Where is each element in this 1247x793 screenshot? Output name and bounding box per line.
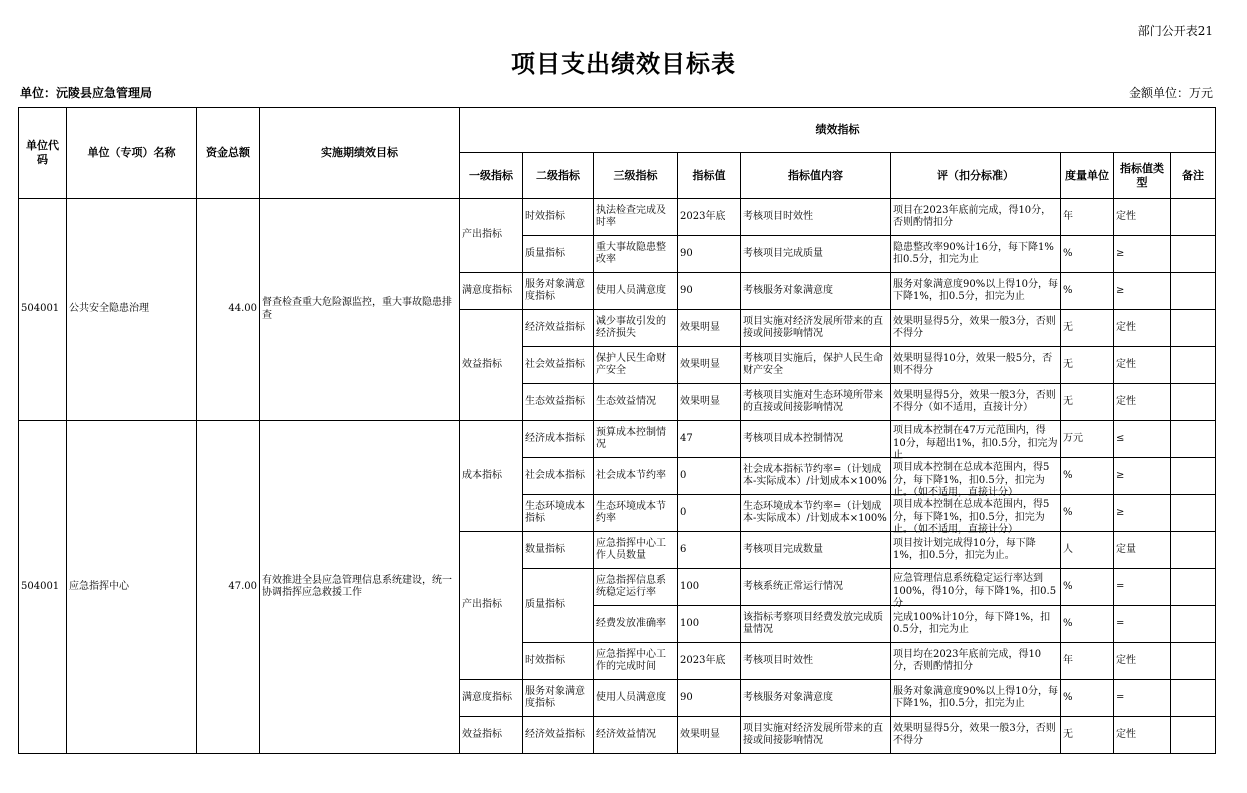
content-cell [741,495,891,532]
scoring-cell-text: 效果明显得5分，效果一般3分，否则不得分 [893,315,1056,339]
value-cell: 2023年底 [678,199,741,236]
scoring-cell-text: 效果明显得10分，效果一般5分，否则不得分 [893,352,1053,376]
header-level1: 一级指标 [460,153,523,199]
scoring-cell-text: 项目均在2023年底前完成，得10分，否则酌情扣分 [893,648,1042,672]
value-cell: 47 [678,421,741,458]
level2-cell-text: 社会成本指标 [525,469,585,481]
level2-cell [523,347,594,384]
header-unit-code: 单位代码 [19,108,67,199]
value-type-cell: 定性 [1114,310,1171,347]
scoring-cell-text: 项目成本控制在总成本范围内，得5分，每下降1%，扣0.5分，扣完为止。（如不适用，直接计分） [893,462,1050,498]
value-type-cell: 定性 [1114,384,1171,421]
level2-cell-text: 社会效益指标 [525,358,585,370]
value-type-cell: = [1114,680,1171,717]
content-cell-text: 考核系统正常运行情况 [743,580,843,592]
level3-cell-text: 执法检查完成及时率 [596,204,666,228]
scoring-cell [891,717,1061,754]
level1-cell: 产出指标 [460,532,523,680]
scoring-cell-text: 项目成本控制在总成本范围内，得5分，每下降1%，扣0.5分，扣完为止。（如不适用，直接计分） [893,499,1050,535]
table-body [19,199,1216,754]
measure-unit-cell: % [1061,606,1114,643]
content-cell [741,421,891,458]
scoring-cell-text: 应急管理信息系统稳定运行率达到100%，得10分，每下降1%，扣0.5分 [893,573,1057,609]
measure-unit-cell: 万元 [1061,421,1114,458]
level3-cell-text: 预算成本控制情况 [596,426,666,450]
value-cell: 0 [678,458,741,495]
level3-cell [594,310,678,347]
remarks-cell [1171,532,1216,569]
remarks-cell [1171,643,1216,680]
content-cell-text: 考核项目实施对生态环境所带来的直接或间接影响情况 [743,389,883,413]
scoring-cell [891,236,1061,273]
value-type-cell: ≥ [1114,458,1171,495]
level2-cell [523,273,594,310]
level2-cell [523,384,594,421]
scoring-cell-text: 隐患整改率90%计16分，每下降1%扣0.5分，扣完为止 [893,241,1054,265]
value-cell: 0 [678,495,741,532]
value-type-cell: = [1114,569,1171,606]
value-cell: 90 [678,680,741,717]
level1-cell: 效益指标 [460,717,523,754]
performance-table [18,107,1216,754]
remarks-cell [1171,236,1216,273]
level3-cell [594,717,678,754]
level1-cell: 满意度指标 [460,680,523,717]
scoring-cell [891,384,1061,421]
value-cell: 效果明显 [678,384,741,421]
content-cell-text: 考核服务对象满意度 [743,691,833,703]
level2-cell-text: 数量指标 [525,543,565,555]
content-cell [741,643,891,680]
measure-unit-cell: % [1061,273,1114,310]
level3-cell-text: 经费发放准确率 [596,617,666,629]
level2-cell-text: 生态环境成本指标 [525,500,585,524]
remarks-cell [1171,458,1216,495]
table-row [19,421,1216,458]
measure-unit-cell: 无 [1061,347,1114,384]
scoring-cell [891,569,1061,609]
level1-cell: 效益指标 [460,310,523,421]
level2-cell [523,643,594,680]
unit-code-cell: 504001 [19,421,67,754]
scoring-cell [891,532,1061,569]
level3-cell [594,199,678,236]
header-value: 指标值 [678,153,741,199]
content-cell-text: 考核项目时效性 [743,210,813,222]
content-cell [741,458,891,495]
level3-cell [594,495,678,532]
level1-cell: 成本指标 [460,421,523,532]
value-cell: 100 [678,606,741,643]
value-cell: 效果明显 [678,310,741,347]
content-cell-text: 该指标考察项目经费发放完成质量情况 [743,611,883,635]
level2-cell-text: 服务对象满意度指标 [525,685,585,709]
value-type-cell: ≤ [1114,421,1171,458]
scoring-cell [891,273,1061,310]
remarks-cell [1171,680,1216,717]
level2-cell [523,236,594,273]
scoring-cell [891,680,1061,717]
remarks-cell [1171,495,1216,532]
value-type-cell: 定性 [1114,643,1171,680]
scoring-cell-text: 项目按计划完成得10分，每下降1%，扣0.5分，扣完为止。 [893,537,1036,561]
scoring-cell [891,606,1061,643]
header-target: 实施期绩效目标 [260,108,460,199]
value-cell: 效果明显 [678,717,741,754]
level3-cell-text: 社会成本节约率 [596,469,666,481]
measure-unit-cell: % [1061,458,1114,495]
target-cell: 有效推进全县应急管理信息系统建设，统一协调指挥应急救援工作 [260,421,460,754]
content-cell-text: 考核项目成本控制情况 [743,432,843,444]
level3-cell-text: 重大事故隐患整改率 [596,241,666,265]
level3-cell-text: 应急指挥信息系统稳定运行率 [596,574,666,598]
level2-cell-text: 经济效益指标 [525,321,585,333]
level3-cell [594,458,678,495]
content-cell-text: 考核项目完成质量 [743,247,823,259]
measure-unit-cell: 年 [1061,643,1114,680]
header-remarks: 备注 [1171,153,1216,199]
scoring-cell [891,458,1061,498]
level2-cell [523,199,594,236]
remarks-cell [1171,421,1216,458]
content-cell [741,606,891,643]
scoring-cell-text: 服务对象满意度90%以上得10分，每下降1%，扣0.5分，扣完为止 [893,278,1058,302]
measure-unit-cell: 无 [1061,310,1114,347]
unit-code-cell: 504001 [19,199,67,421]
content-cell [741,532,891,569]
header-level2: 二级指标 [523,153,594,199]
level2-cell [523,310,594,347]
unit-name-cell: 公共安全隐患治理 [67,199,197,421]
level3-cell [594,532,678,569]
scoring-cell-text: 服务对象满意度90%以上得10分，每下降1%，扣0.5分，扣完为止 [893,685,1058,709]
table-row [19,199,1216,236]
header-value-type: 指标值类型 [1114,153,1171,199]
measure-unit-cell: 无 [1061,384,1114,421]
level2-cell [523,680,594,717]
content-cell-text: 考核项目时效性 [743,654,813,666]
content-cell [741,347,891,384]
value-type-cell: 定量 [1114,532,1171,569]
unit-label: 单位：沅陵县应急管理局 [20,86,153,100]
measure-unit-cell: 无 [1061,717,1114,754]
content-cell [741,384,891,421]
content-cell [741,236,891,273]
measure-unit-cell: 年 [1061,199,1114,236]
scoring-cell [891,643,1061,680]
header-total-funds: 资金总额 [197,108,260,199]
unit-name-cell: 应急指挥中心 [67,421,197,754]
remarks-cell [1171,199,1216,236]
amount-unit-label: 金额单位：万元 [1128,86,1213,100]
total-funds-cell: 44.00 [197,199,260,421]
level2-cell [523,458,594,495]
value-type-cell: ≥ [1114,273,1171,310]
page-title: 项目支出绩效目标表 [511,50,736,78]
level3-cell [594,273,678,310]
value-type-cell: 定性 [1114,717,1171,754]
level2-cell-text: 时效指标 [525,210,565,222]
level3-cell-text: 减少事故引发的经济损失 [596,315,666,339]
level2-cell [523,421,594,458]
level2-cell-text: 质量指标 [525,599,565,611]
measure-unit-cell: % [1061,680,1114,717]
header-scoring: 评（扣分标准） [891,153,1061,199]
content-cell-text: 社会成本指标节约率=（计划成本-实际成本）/计划成本×100% [743,463,887,487]
remarks-cell [1171,569,1216,606]
value-type-cell: ≥ [1114,236,1171,273]
value-cell: 6 [678,532,741,569]
level3-cell [594,421,678,458]
remarks-cell [1171,384,1216,421]
level3-cell [594,606,678,643]
value-cell: 2023年底 [678,643,741,680]
form-number: 部门公开表21 [1137,24,1213,38]
scoring-cell [891,310,1061,347]
total-funds-cell: 47.00 [197,421,260,754]
level1-cell: 满意度指标 [460,273,523,310]
value-type-cell: = [1114,606,1171,643]
header-measure-unit: 度量单位 [1061,153,1114,199]
scoring-cell [891,347,1061,384]
header-performance: 绩效指标 [460,108,1216,153]
value-cell: 90 [678,273,741,310]
scoring-cell [891,421,1061,461]
measure-unit-cell: % [1061,495,1114,532]
level2-cell-text: 经济效益指标 [525,728,585,740]
level3-cell [594,569,678,606]
value-type-cell: ≥ [1114,495,1171,532]
level2-cell-text: 经济成本指标 [525,432,585,444]
level3-cell [594,347,678,384]
level2-cell [523,569,594,643]
level3-cell-text: 生态环境成本节约率 [596,500,666,524]
scoring-cell-text: 项目在2023年底前完成，得10分，否则酌情扣分 [893,204,1052,228]
remarks-cell [1171,273,1216,310]
value-cell: 90 [678,236,741,273]
level3-cell-text: 经济效益情况 [596,728,656,740]
scoring-cell [891,199,1061,236]
measure-unit-cell: 人 [1061,532,1114,569]
level2-cell-text: 生态效益指标 [525,395,585,407]
level3-cell [594,643,678,680]
content-cell [741,569,891,606]
level2-cell [523,495,594,532]
remarks-cell [1171,717,1216,754]
level3-cell-text: 应急指挥中心工作人员数量 [596,537,666,561]
value-cell: 100 [678,569,741,606]
level3-cell-text: 保护人民生命财产安全 [596,352,666,376]
content-cell [741,199,891,236]
level3-cell-text: 应急指挥中心工作的完成时间 [596,648,666,672]
measure-unit-cell: % [1061,569,1114,606]
level1-cell: 产出指标 [460,199,523,273]
content-cell-text: 项目实施对经济发展所带来的直接或间接影响情况 [743,722,883,746]
level2-cell-text: 质量指标 [525,247,565,259]
level2-cell [523,717,594,754]
level3-cell-text: 使用人员满意度 [596,284,666,296]
value-type-cell: 定性 [1114,347,1171,384]
content-cell [741,717,891,754]
content-cell-text: 项目实施对经济发展所带来的直接或间接影响情况 [743,315,883,339]
scoring-cell-text: 效果明显得5分，效果一般3分，否则不得分（如不适用，直接计分） [893,389,1056,413]
content-cell-text: 考核项目完成数量 [743,543,823,555]
level2-cell-text: 服务对象满意度指标 [525,278,585,302]
level3-cell [594,236,678,273]
content-cell-text: 考核服务对象满意度 [743,284,833,296]
scoring-cell [891,495,1061,535]
value-cell: 效果明显 [678,347,741,384]
content-cell-text: 考核项目实施后，保护人民生命财产安全 [743,352,883,376]
level2-cell [523,532,594,569]
scoring-cell-text: 效果明显得5分，效果一般3分，否则不得分 [893,722,1056,746]
content-cell [741,680,891,717]
level3-cell [594,384,678,421]
content-cell [741,310,891,347]
value-type-cell: 定性 [1114,199,1171,236]
scoring-cell-text: 完成100%计10分，每下降1%，扣0.5分，扣完为止 [893,611,1051,635]
header-unit-name: 单位（专项）名称 [67,108,197,199]
remarks-cell [1171,310,1216,347]
level3-cell-text: 生态效益情况 [596,395,656,407]
level3-cell-text: 使用人员满意度 [596,691,666,703]
remarks-cell [1171,347,1216,384]
header-content: 指标值内容 [741,153,891,199]
content-cell-text: 生态环境成本节约率=（计划成本-实际成本）/计划成本×100% [743,500,887,524]
header-level3: 三级指标 [594,153,678,199]
level3-cell [594,680,678,717]
remarks-cell [1171,606,1216,643]
measure-unit-cell: % [1061,236,1114,273]
scoring-cell-text: 项目成本控制在47万元范围内，得10分，每超出1%，扣0.5分，扣完为止 [893,425,1058,461]
level2-cell-text: 时效指标 [525,654,565,666]
content-cell [741,273,891,310]
target-cell: 督查检查重大危险源监控，重大事故隐患排查 [260,199,460,421]
